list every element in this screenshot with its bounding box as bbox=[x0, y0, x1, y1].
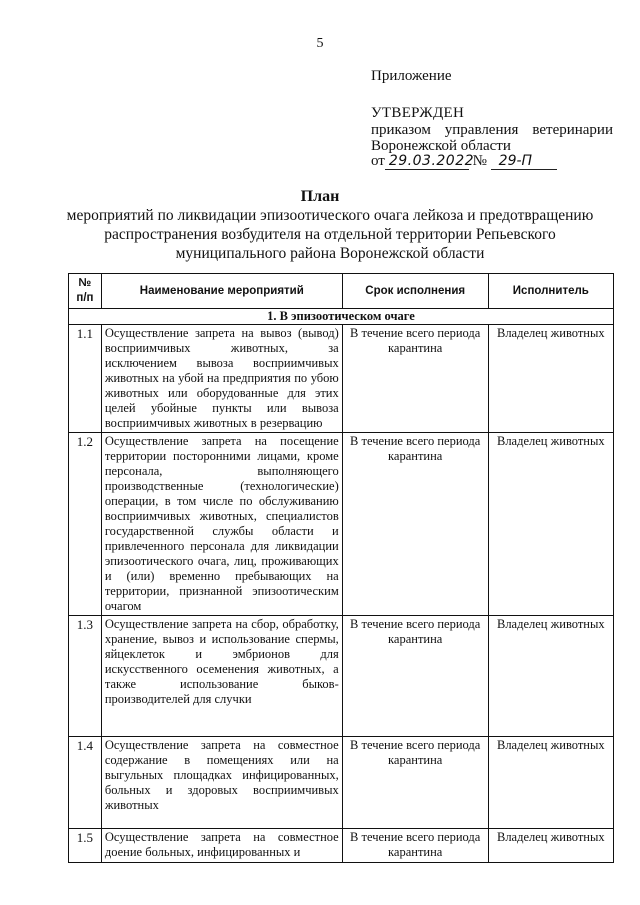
row-num: 1.3 bbox=[69, 616, 102, 737]
table-row bbox=[69, 737, 614, 829]
header-num: № п/п bbox=[69, 274, 102, 309]
row-term: В течение всего периода карантина bbox=[342, 325, 488, 433]
row-executor: Владелец животных bbox=[488, 829, 613, 863]
row-name: Осуществление запрета на совместное содержание в помещениях или на выгульных площадках инфицированных, больных и здоровых восприимчивых животных bbox=[101, 737, 342, 829]
row-num: 1.1 bbox=[69, 325, 102, 433]
header-executor: Исполнитель bbox=[488, 274, 613, 309]
table-row bbox=[69, 325, 614, 433]
plan-table bbox=[68, 273, 614, 863]
row-name: Осуществление запрета на посещение территории посторонними лицами, кроме персонала, выполняющего производственные (технологические) операции, в том числе по обслуживанию восприимчивых животных, специалистов государственной службы области и привлеченного персонала для ликвидации эпизоотического очага, лиц, проживающих и (или) временно пребывающих на территории, признанной эпизоотическим очагом bbox=[101, 433, 342, 616]
approved-label: УТВЕРЖДЕН bbox=[371, 105, 465, 121]
row-executor: Владелец животных bbox=[488, 616, 613, 737]
date-prefix: от bbox=[371, 153, 385, 169]
plan-subtitle: мероприятий по ликвидации эпизоотического очага лейкоза и предотвращению распространения возбудителя на отдельной территории Репьевского муниципального района Воронежской области bbox=[66, 207, 594, 262]
table-row bbox=[69, 616, 614, 737]
header-term: Срок исполнения bbox=[342, 274, 488, 309]
table-row bbox=[69, 829, 614, 863]
order-line: приказом управления ветеринарии bbox=[371, 122, 613, 138]
handwritten-number: 29-П bbox=[491, 153, 557, 170]
plan-title: План bbox=[300, 188, 340, 205]
row-executor: Владелец животных bbox=[488, 433, 613, 616]
row-name: Осуществление запрета на вывоз (вывод) восприимчивых животных, за исключением вывоза восприимчивых животных на убой на предприятия по убою животных или оборудованные для этих целей убойные пункты или вывоза восприимчивых животных в резервацию bbox=[101, 325, 342, 433]
row-executor: Владелец животных bbox=[488, 325, 613, 433]
table-row bbox=[69, 433, 614, 616]
appendix-label: Приложение bbox=[371, 68, 452, 84]
order-date-line bbox=[371, 153, 557, 170]
row-name: Осуществление запрета на совместное доение больных, инфицированных и bbox=[101, 829, 342, 863]
row-term: В течение всего периода карантина bbox=[342, 737, 488, 829]
section-row bbox=[69, 309, 614, 325]
page-number: 5 bbox=[316, 36, 324, 51]
row-term: В течение всего периода карантина bbox=[342, 829, 488, 863]
number-label: № bbox=[472, 153, 487, 169]
row-executor: Владелец животных bbox=[488, 737, 613, 829]
handwritten-date: 29.03.2022 bbox=[385, 153, 469, 170]
row-num: 1.5 bbox=[69, 829, 102, 863]
section-title: 1. В эпизоотическом очаге bbox=[69, 309, 614, 325]
row-num: 1.2 bbox=[69, 433, 102, 616]
table-header-row bbox=[69, 274, 614, 309]
header-name: Наименование мероприятий bbox=[101, 274, 342, 309]
row-term: В течение всего периода карантина bbox=[342, 616, 488, 737]
row-name: Осуществление запрета на сбор, обработку, хранение, вывоз и использование спермы, яйцеклеток и эмбрионов для искусственного осеменения животных, а также использование быков-производителей для случки bbox=[101, 616, 342, 737]
region-line: Воронежской области bbox=[371, 138, 511, 154]
row-num: 1.4 bbox=[69, 737, 102, 829]
row-term: В течение всего периода карантина bbox=[342, 433, 488, 616]
